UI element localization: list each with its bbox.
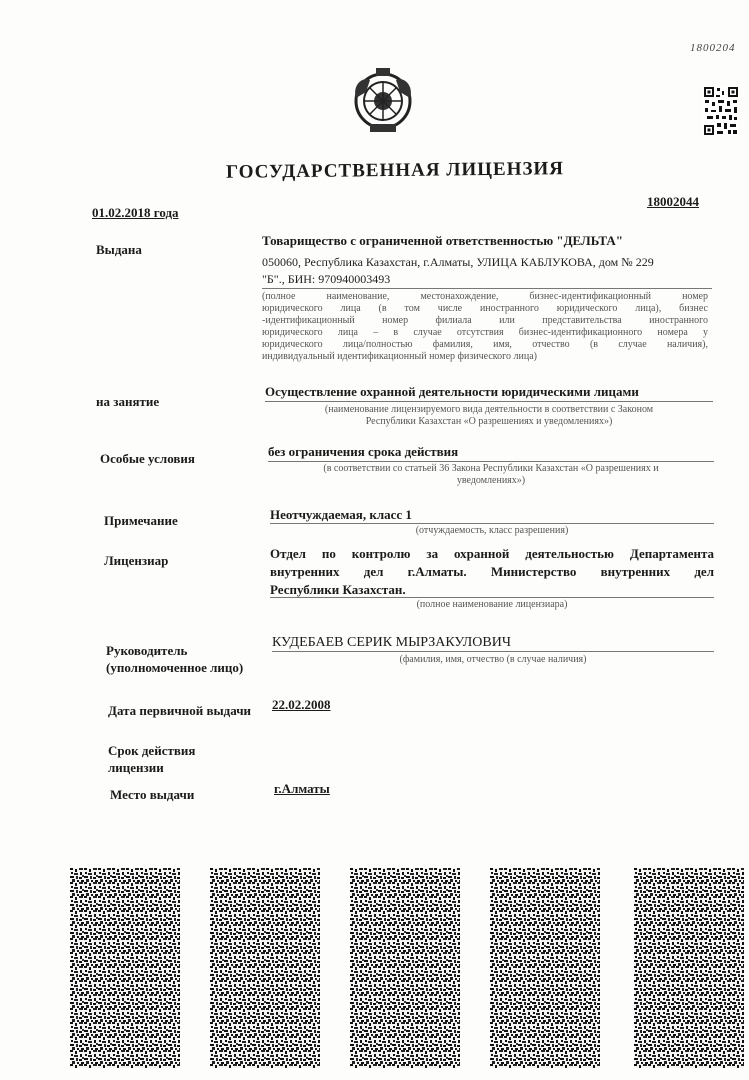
- validity-label-line1: Срок действия: [108, 743, 196, 758]
- conditions-note: [268, 463, 714, 487]
- licensor-value: [270, 545, 714, 599]
- remark-note: (отчуждаемость, класс разрешения): [415, 525, 569, 536]
- conditions-rule: [268, 461, 714, 462]
- barcode-icon: [210, 868, 320, 1068]
- note-line: юридического лица (в том числе иностранного юридического лица), бизнес: [262, 303, 708, 314]
- remark-rule: [270, 523, 714, 524]
- head-label: [106, 642, 243, 676]
- barcode-icon: [350, 868, 460, 1068]
- note-line: (в соответствии со статьей 36 Закона Республики Казахстан «О разрешениях и: [323, 463, 659, 474]
- first-issue-label: Дата первичной выдачи: [108, 703, 252, 718]
- org-address-line1: 050060, Республика Казахстан, г.Алматы, УЛИЦА КАБЛУКОВА, дом № 229: [262, 255, 654, 269]
- org-name: Товарищество с ограниченной ответственностью "ДЕЛЬТА": [262, 233, 623, 248]
- activity-rule: [265, 401, 713, 402]
- barcode-icon: [634, 868, 744, 1068]
- licensor-rule: [270, 597, 714, 598]
- note-line: -идентификационный номер филиала или представительства иностранного: [262, 315, 708, 326]
- conditions-value: без ограничения срока действия: [268, 444, 459, 459]
- remark-value: Неотчуждаемая, класс 1: [270, 507, 412, 522]
- note-line: юридического лица/полностью фамилия, имя, отчество (в случае наличия),: [262, 339, 708, 350]
- note-line: индивидуальный идентификационный номер физического лица): [262, 351, 537, 362]
- remark-label: Примечание: [104, 513, 178, 528]
- org-address-line2: "Б"., БИН: 970940003493: [262, 272, 391, 286]
- conditions-label: Особые условия: [100, 451, 195, 466]
- head-label-line1: Руководитель: [106, 643, 188, 658]
- issued-to-note: [262, 291, 708, 363]
- head-note: (фамилия, имя, отчество (в случае наличия): [399, 654, 587, 665]
- note-line: (наименование лицензируемого вида деятельности в соответствии с Законом: [324, 404, 654, 415]
- document-title: ГОСУДАРСТВЕННАЯ ЛИЦЕНЗИЯ: [225, 158, 565, 183]
- barcode-icon: [70, 868, 180, 1068]
- doc-number-top: 1800204: [690, 42, 736, 54]
- head-rule: [272, 651, 714, 652]
- place-value: г.Алматы: [274, 781, 330, 796]
- head-value: КУДЕБАЕВ СЕРИК МЫРЗАКУЛОВИЧ: [272, 635, 511, 650]
- activity-value: Осуществление охранной деятельности юридическими лицами: [265, 384, 639, 399]
- licensor-line: внутренних дел г.Алматы. Министерство внутренних дел: [270, 564, 714, 579]
- note-line: уведомлениях»): [456, 475, 526, 486]
- activity-label: на занятие: [96, 394, 160, 409]
- licensor-label: Лицензиар: [104, 553, 169, 568]
- issue-date: 01.02.2018 года: [92, 205, 179, 220]
- activity-note: [265, 404, 713, 428]
- qr-code-icon: [703, 86, 739, 136]
- first-issue-value: 22.02.2008: [272, 697, 331, 712]
- note-line: юридического лица – в случае отсутствия бизнес-идентификационного номера у: [262, 327, 708, 338]
- issued-to-rule: [262, 288, 712, 289]
- licensor-line: Республики Казахстан.: [270, 582, 406, 597]
- note-line: (полное наименование, местонахождение, бизнес-идентификационный номер: [262, 291, 708, 302]
- licensor-line: Отдел по контролю за охранной деятельностью Департамента: [270, 546, 714, 561]
- state-emblem-icon: [352, 68, 414, 134]
- barcode-icon: [490, 868, 600, 1068]
- place-label: Место выдачи: [110, 787, 195, 802]
- license-number: 18002044: [647, 194, 699, 209]
- licensor-note: (полное наименование лицензиара): [416, 599, 568, 610]
- validity-label: [108, 742, 195, 776]
- head-label-line2: (уполномоченное лицо): [106, 660, 244, 675]
- note-line: Республики Казахстан «О разрешениях и уведомлениях»): [365, 416, 613, 427]
- validity-label-line2: лицензии: [108, 760, 164, 775]
- issued-to-label: Выдана: [96, 242, 142, 257]
